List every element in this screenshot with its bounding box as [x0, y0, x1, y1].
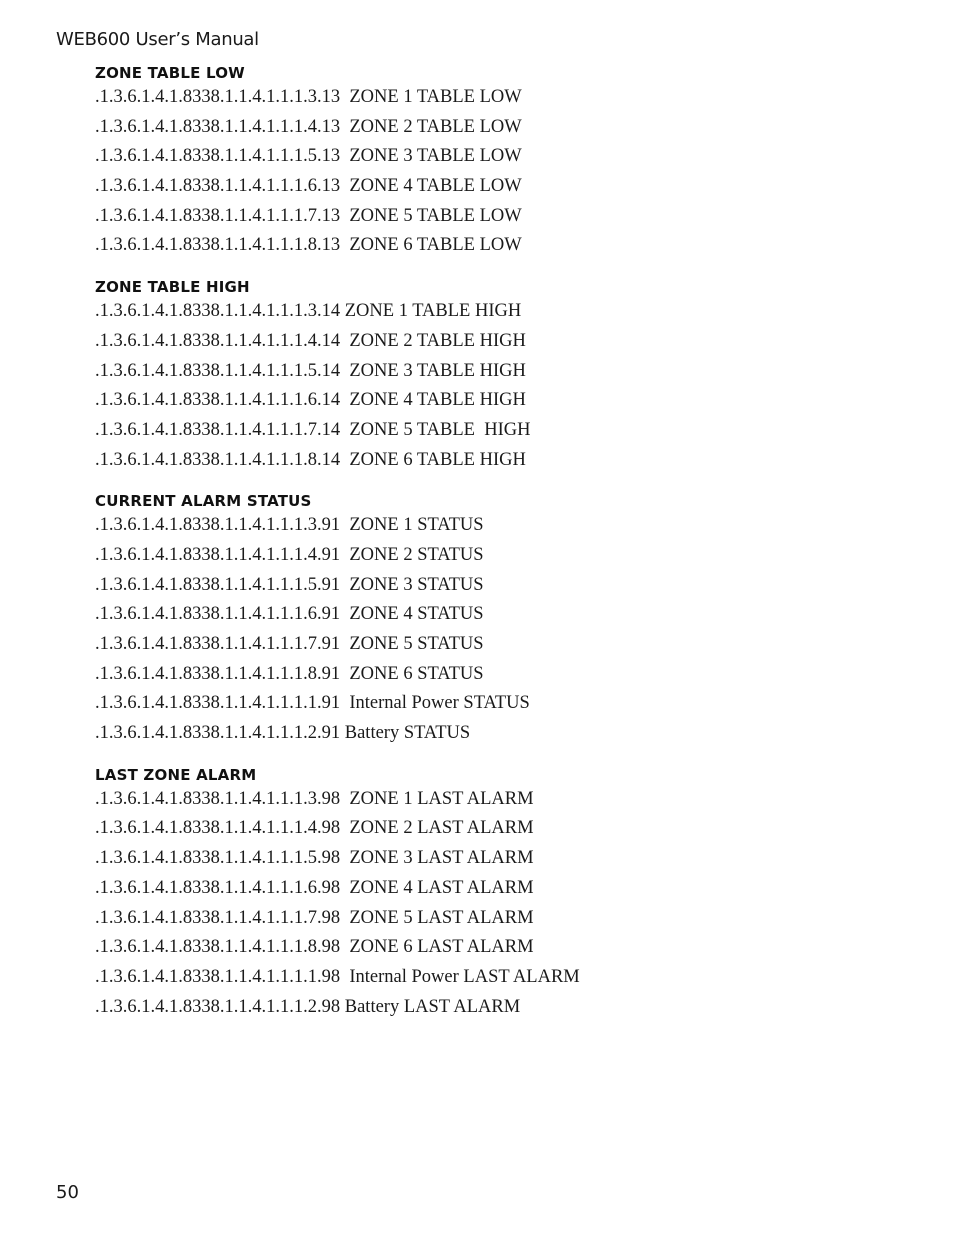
- oid-row: .1.3.6.1.4.1.8338.1.1.4.1.1.1.4.98 ZONE 2 LAST ALARM: [95, 818, 534, 839]
- section-current-alarm-status: [95, 491, 895, 749]
- oid-row: .1.3.6.1.4.1.8338.1.1.4.1.1.1.8.13 ZONE 6 TABLE LOW: [95, 235, 522, 256]
- running-header: WEB600 User’s Manual: [56, 29, 259, 50]
- section-heading: CURRENT ALARM STATUS: [95, 492, 312, 511]
- oid-row: .1.3.6.1.4.1.8338.1.1.4.1.1.1.5.91 ZONE 3 STATUS: [95, 574, 484, 595]
- oid-row: .1.3.6.1.4.1.8338.1.1.4.1.1.1.2.98 Battery LAST ALARM: [95, 996, 521, 1017]
- oid-listing: [95, 63, 895, 1022]
- oid-row: .1.3.6.1.4.1.8338.1.1.4.1.1.1.6.14 ZONE 4 TABLE HIGH: [95, 390, 526, 411]
- oid-row: .1.3.6.1.4.1.8338.1.1.4.1.1.1.3.14 ZONE 1 TABLE HIGH: [95, 301, 522, 322]
- oid-row: .1.3.6.1.4.1.8338.1.1.4.1.1.1.5.98 ZONE 3 LAST ALARM: [95, 848, 534, 869]
- oid-row: .1.3.6.1.4.1.8338.1.1.4.1.1.1.7.13 ZONE 5 TABLE LOW: [95, 205, 522, 226]
- oid-row: .1.3.6.1.4.1.8338.1.1.4.1.1.1.3.98 ZONE 1 LAST ALARM: [95, 788, 534, 809]
- oid-row: .1.3.6.1.4.1.8338.1.1.4.1.1.1.3.91 ZONE 1 STATUS: [95, 515, 484, 536]
- oid-row: .1.3.6.1.4.1.8338.1.1.4.1.1.1.6.98 ZONE 4 LAST ALARM: [95, 877, 534, 898]
- oid-row: .1.3.6.1.4.1.8338.1.1.4.1.1.1.5.13 ZONE 3 TABLE LOW: [95, 146, 522, 167]
- oid-row: .1.3.6.1.4.1.8338.1.1.4.1.1.1.8.14 ZONE 6 TABLE HIGH: [95, 449, 526, 470]
- oid-row: .1.3.6.1.4.1.8338.1.1.4.1.1.1.8.98 ZONE 6 LAST ALARM: [95, 937, 534, 958]
- oid-row: .1.3.6.1.4.1.8338.1.1.4.1.1.1.1.98 Internal Power LAST ALARM: [95, 966, 580, 987]
- oid-row: .1.3.6.1.4.1.8338.1.1.4.1.1.1.3.13 ZONE 1 TABLE LOW: [95, 87, 522, 107]
- oid-row: .1.3.6.1.4.1.8338.1.1.4.1.1.1.7.14 ZONE 5 TABLE HIGH: [95, 419, 531, 440]
- section-heading: LAST ZONE ALARM: [95, 765, 257, 784]
- oid-row: .1.3.6.1.4.1.8338.1.1.4.1.1.1.8.91 ZONE 6 STATUS: [95, 663, 484, 684]
- oid-row: .1.3.6.1.4.1.8338.1.1.4.1.1.1.7.91 ZONE 5 STATUS: [95, 634, 484, 654]
- oid-row: .1.3.6.1.4.1.8338.1.1.4.1.1.1.1.91 Internal Power STATUS: [95, 693, 530, 714]
- page-number: 50: [56, 1182, 79, 1203]
- oid-row: .1.3.6.1.4.1.8338.1.1.4.1.1.1.5.14 ZONE 3 TABLE HIGH: [95, 360, 526, 381]
- oid-row: .1.3.6.1.4.1.8338.1.1.4.1.1.1.2.91 Battery STATUS: [95, 723, 471, 744]
- oid-row: .1.3.6.1.4.1.8338.1.1.4.1.1.1.4.14 ZONE 2 TABLE HIGH: [95, 330, 526, 351]
- section-zone-table-high: [95, 277, 895, 475]
- oid-row: .1.3.6.1.4.1.8338.1.1.4.1.1.1.7.98 ZONE 5 LAST ALARM: [95, 907, 534, 928]
- oid-row: .1.3.6.1.4.1.8338.1.1.4.1.1.1.6.91 ZONE 4 STATUS: [95, 604, 484, 625]
- oid-row: .1.3.6.1.4.1.8338.1.1.4.1.1.1.4.91 ZONE 2 STATUS: [95, 544, 484, 565]
- oid-row: .1.3.6.1.4.1.8338.1.1.4.1.1.1.6.13 ZONE 4 TABLE LOW: [95, 176, 522, 197]
- oid-row: .1.3.6.1.4.1.8338.1.1.4.1.1.1.4.13 ZONE 2 TABLE LOW: [95, 116, 522, 137]
- section-heading: ZONE TABLE HIGH: [95, 278, 250, 297]
- section-last-zone-alarm: [95, 765, 895, 1023]
- section-heading: ZONE TABLE LOW: [95, 64, 245, 82]
- section-zone-table-low: [95, 63, 895, 261]
